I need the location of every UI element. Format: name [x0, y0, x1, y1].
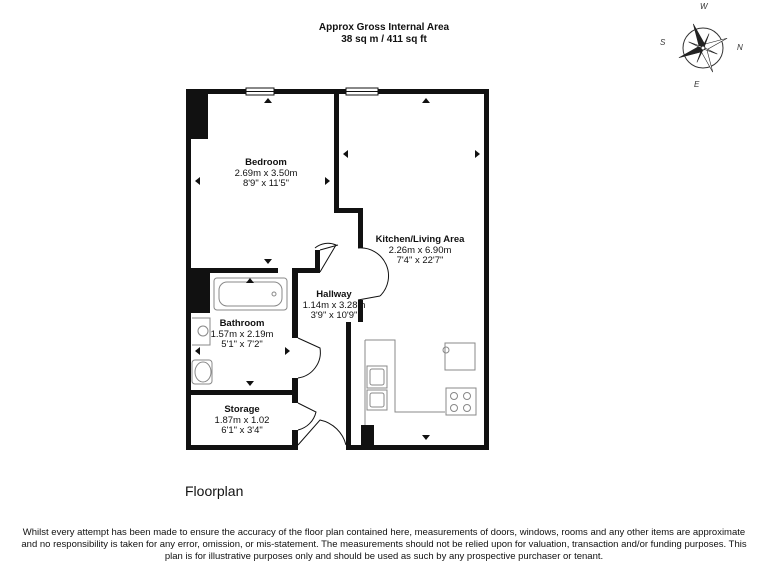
compass-south-label: S: [660, 38, 666, 47]
room-name: Hallway: [316, 289, 352, 300]
room-storage: [196, 405, 288, 437]
doors: [298, 243, 389, 445]
room-name: Bedroom: [245, 157, 287, 168]
walls: [186, 89, 489, 450]
room-bathroom: [196, 319, 288, 351]
room-imperial: 7'4" x 22'7": [396, 255, 444, 266]
compass-east-label: E: [694, 80, 700, 89]
room-bedroom: [218, 158, 314, 190]
bathroom-storage-divider: [186, 390, 298, 395]
room-metric: 2.26m x 6.90m: [388, 244, 452, 256]
room-imperial: 8'9" x 11'5": [242, 178, 290, 189]
area-title: Approx Gross Internal Area: [318, 22, 450, 33]
right-outer-wall: [484, 89, 489, 450]
room-imperial: 6'1" x 3'4": [221, 425, 263, 436]
bedroom-kitchen-partition: [334, 89, 339, 212]
room-name: Kitchen/Living Area: [375, 234, 465, 245]
room-kitchen-living: [362, 235, 478, 267]
structural-column-2: [361, 425, 374, 450]
bottom-wall-storage: [186, 445, 298, 450]
compass-west-label: W: [700, 2, 708, 11]
kitchen-fixtures: [365, 340, 476, 425]
floorplan-title: Floorplan: [185, 483, 244, 499]
structural-column: [186, 89, 208, 139]
room-name: Storage: [224, 404, 260, 415]
area-value: 38 sq m / 411 sq ft: [341, 34, 427, 45]
room-metric: 2.69m x 3.50m: [234, 167, 298, 179]
room-metric: 1.14m x 3.28m: [302, 299, 366, 311]
disclaimer-text: Whilst every attempt has been made to ensure the accuracy of the floor plan contained here, measurements of doors, windows, rooms and any other items are approximate and no responsibility is taken for any error, omission, or mis-statement. The measurements should not be relied upon for valuation, transaction and/or funding purposes. This plan is for illustrative purposes only and should be used as such by any prospective purchaser or tenant.: [21, 527, 747, 562]
room-name: Bathroom: [219, 318, 265, 329]
room-metric: 1.57m x 2.19m: [210, 328, 274, 340]
room-hallway: [296, 290, 372, 322]
bedroom-bottom-wall: [186, 268, 278, 273]
room-metric: 1.87m x 1.02: [214, 414, 270, 426]
room-imperial: 3'9" x 10'9": [310, 310, 358, 321]
compass-north-label: N: [737, 43, 743, 52]
room-imperial: 5'1" x 7'2": [221, 339, 263, 350]
